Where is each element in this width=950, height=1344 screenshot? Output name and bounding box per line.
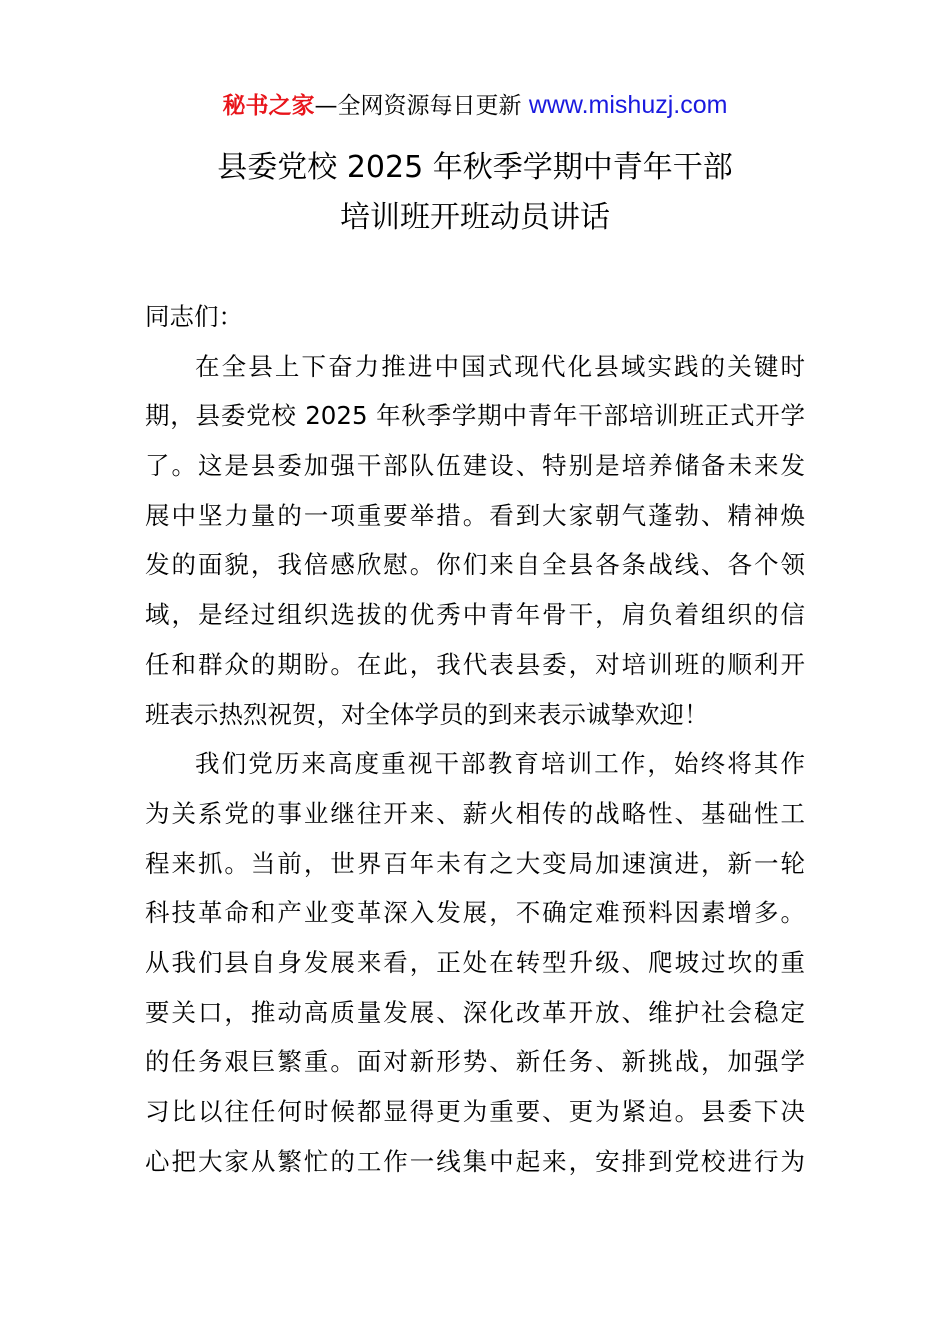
- brand-name: 秘书之家: [222, 93, 315, 119]
- paragraph-line: 我们党历来高度重视干部教育培训工作，始终将其作: [195, 749, 805, 779]
- paragraph-line: 展中坚力量的一项重要举措。看到大家朝气蓬勃、精神焕: [145, 500, 805, 530]
- site-url-link[interactable]: www.mishuzj.com: [528, 91, 728, 119]
- paragraph-line: 要关口，推动高质量发展、深化改革开放、维护社会稳定: [145, 997, 805, 1027]
- paragraph-line: 程来抓。当前，世界百年未有之大变局加速演进，新一轮: [145, 848, 805, 878]
- paragraph-line: 发的面貌，我倍感欣慰。你们来自全县各条战线、各个领: [145, 550, 805, 580]
- site-header: [0, 88, 950, 123]
- paragraph-line: 从我们县自身发展来看，正处在转型升级、爬坡过坎的重: [145, 947, 805, 977]
- paragraph-line: 了。这是县委加强干部队伍建设、特别是培养储备未来发: [145, 451, 805, 481]
- paragraph-line: 的任务艰巨繁重。面对新形势、新任务、新挑战，加强学: [145, 1047, 805, 1077]
- paragraph-line: 心把大家从繁忙的工作一线集中起来，安排到党校进行为: [145, 1146, 805, 1176]
- paragraph-line: 班表示热烈祝贺，对全体学员的到来表示诚挚欢迎！: [145, 699, 709, 729]
- salutation: 同志们：: [145, 302, 243, 331]
- document-body: [145, 297, 805, 1191]
- document-title-line-1: 县委党校 2025 年秋季学期中青年干部: [217, 150, 733, 185]
- paragraph-line: 期，县委党校 2025 年秋季学期中青年干部培训班正式开学: [145, 401, 805, 431]
- paragraph-line: 在全县上下奋力推进中国式现代化县域实践的关键时: [195, 351, 805, 381]
- document-title-line-2: 培训班开班动员讲话: [340, 200, 610, 235]
- paragraph-line: 习比以往任何时候都显得更为重要、更为紧迫。县委下决: [145, 1097, 805, 1126]
- paragraph-line: 域，是经过组织选拔的优秀中青年骨干，肩负着组织的信: [145, 600, 805, 630]
- paragraph-line: 科技革命和产业变革深入发展，不确定难预料因素增多。: [145, 898, 805, 928]
- slogan: —全网资源每日更新: [314, 93, 522, 119]
- paragraph-line: 任和群众的期盼。在此，我代表县委，对培训班的顺利开: [145, 649, 805, 679]
- paragraph-line: 为关系党的事业继往开来、薪火相传的战略性、基础性工: [145, 798, 805, 828]
